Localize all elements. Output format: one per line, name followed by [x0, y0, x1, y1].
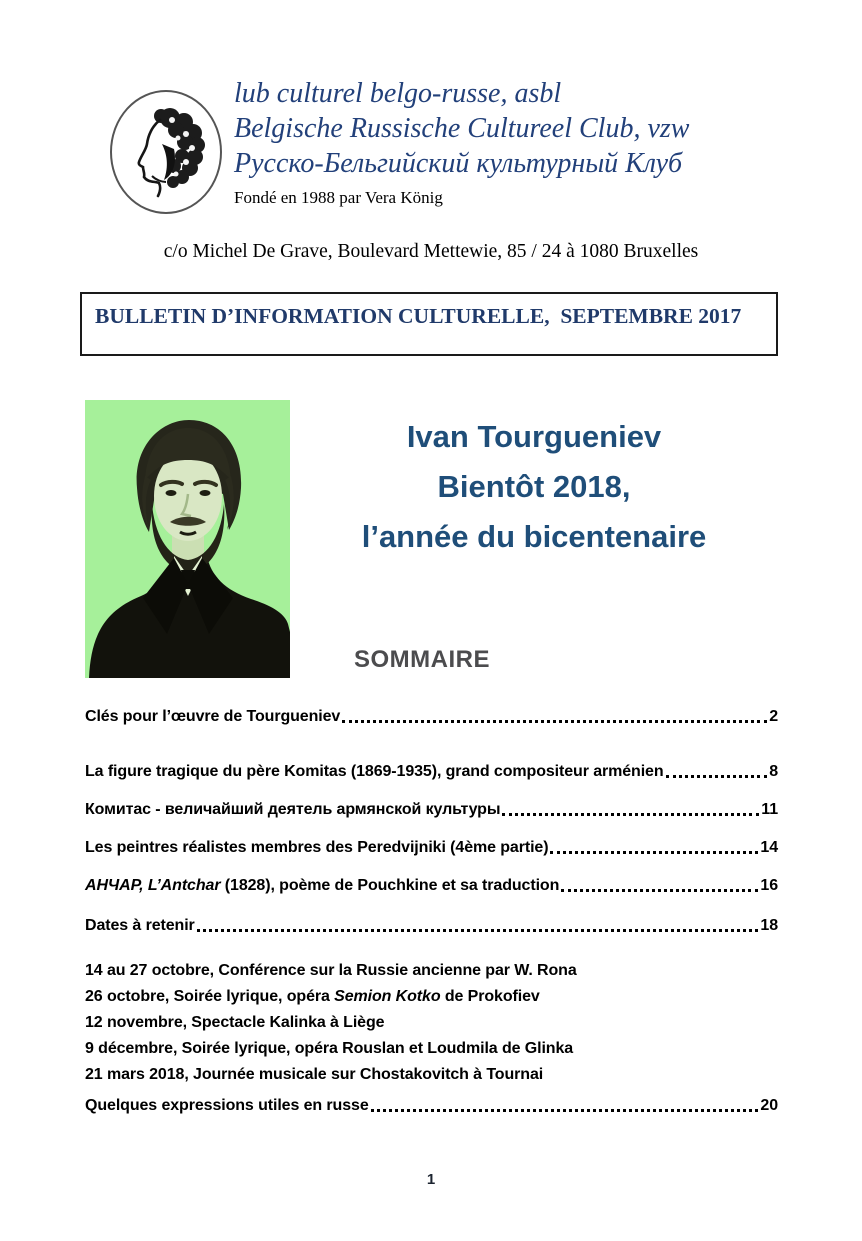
- toc-page-number: 2: [769, 708, 778, 725]
- toc-item-label-text: Clés pour l’œuvre de Tourgueniev: [85, 708, 341, 725]
- toc-list-tail: [85, 1095, 778, 1116]
- event-line: [85, 1062, 778, 1088]
- toc-item: [85, 837, 778, 858]
- feature-title: [290, 412, 778, 562]
- toc-item-label-text: (1828), poème de Pouchkine et sa traduction: [220, 877, 560, 894]
- toc-item-label: [85, 799, 500, 820]
- toc-list: [85, 706, 778, 936]
- toc-item-label-text: Комитас - величайший деятель армянской культуры: [85, 801, 501, 818]
- event-line: [85, 1036, 778, 1062]
- event-line: [85, 1010, 778, 1036]
- toc-item-label: [85, 915, 195, 936]
- event-text: 14 au 27 octobre, Conférence sur la Russie ancienne par W. Rona: [85, 962, 577, 979]
- toc-item-label-text: La figure tragique du père Komitas (1869-1935), grand compositeur arménien: [85, 763, 664, 780]
- dotted-leader: [502, 799, 759, 816]
- toc-item-label: [85, 1095, 369, 1116]
- toc-item-label: [85, 761, 664, 782]
- club-name-fr: lub culturel belgo-russe, asbl: [234, 78, 562, 109]
- feature-section: [85, 400, 778, 678]
- dotted-leader: [550, 837, 758, 854]
- dotted-leader: [666, 761, 768, 778]
- event-text: 21 mars 2018, Journée musicale sur Chostakovitch à Tournai: [85, 1066, 544, 1083]
- bulletin-banner: [80, 292, 778, 356]
- toc-item-label-text: Les peintres réalistes membres des Peredvijniki (4ème partie): [85, 839, 549, 856]
- toc-item-label-italic: АНЧАР, L’Antchar: [85, 877, 221, 894]
- event-line: [85, 958, 778, 984]
- address-line: c/o Michel De Grave, Boulevard Mettewie, 85 / 24 à 1080 Bruxelles: [163, 241, 699, 262]
- toc-item: [85, 761, 778, 782]
- toc-item: [85, 1095, 778, 1116]
- event-text-italic: Semion Kotko: [334, 988, 441, 1005]
- toc-item-label: [85, 837, 548, 858]
- toc-item: [85, 875, 778, 896]
- event-text: 12 novembre, Spectacle Kalinka à Liège: [85, 1014, 385, 1031]
- turgenev-portrait-image: [85, 400, 290, 678]
- toc-item-label: [85, 706, 340, 727]
- toc-item-label: [85, 875, 559, 896]
- feature-title-line2: Bientôt 2018,: [437, 469, 631, 504]
- club-name-nl: Belgische Russische Cultureel Club, vzw: [234, 113, 690, 144]
- feature-title-line3: l’année du bicentenaire: [361, 519, 707, 554]
- page-number: 1: [426, 1171, 436, 1188]
- toc-page-number: 16: [760, 877, 778, 894]
- toc-item: [85, 799, 778, 820]
- feature-right-column: [290, 400, 778, 678]
- toc-page-number: 8: [769, 763, 778, 780]
- toc-item: [85, 915, 778, 936]
- toc-page-number: 20: [760, 1097, 778, 1114]
- club-name-ru: Русско-Бельгийский культурный Клуб: [234, 148, 683, 179]
- header: [0, 0, 862, 218]
- toc-item-label-text: Quelques expressions utiles en russe: [85, 1097, 369, 1114]
- toc-page-number: 14: [760, 839, 778, 856]
- toc-item-label-text: Dates à retenir: [85, 917, 195, 934]
- club-names: [234, 76, 689, 218]
- dotted-leader: [342, 706, 767, 723]
- events-list: [85, 958, 778, 1088]
- event-text: 26 octobre, Soirée lyrique, opéra: [85, 988, 335, 1005]
- bulletin-title: BULLETIN D’INFORMATION CULTURELLE, SEPTEMBRE 2017: [95, 304, 742, 328]
- toc-page-number: 18: [760, 917, 778, 934]
- dotted-leader: [197, 915, 759, 932]
- pushkin-profile-icon: [106, 86, 226, 218]
- event-line: [85, 984, 778, 1010]
- toc-item: [85, 706, 778, 727]
- event-text-post: de Prokofiev: [440, 988, 540, 1005]
- event-text: 9 décembre, Soirée lyrique, opéra Rouslan et Loudmila de Glinka: [85, 1040, 574, 1057]
- founded-line: Fondé en 1988 par Vera König: [234, 188, 443, 207]
- toc-page-number: 11: [761, 801, 778, 818]
- sommaire-heading: SOMMAIRE: [354, 646, 490, 673]
- dotted-leader: [371, 1095, 759, 1112]
- feature-title-line1: Ivan Tourgueniev: [406, 419, 662, 454]
- dotted-leader: [561, 875, 758, 892]
